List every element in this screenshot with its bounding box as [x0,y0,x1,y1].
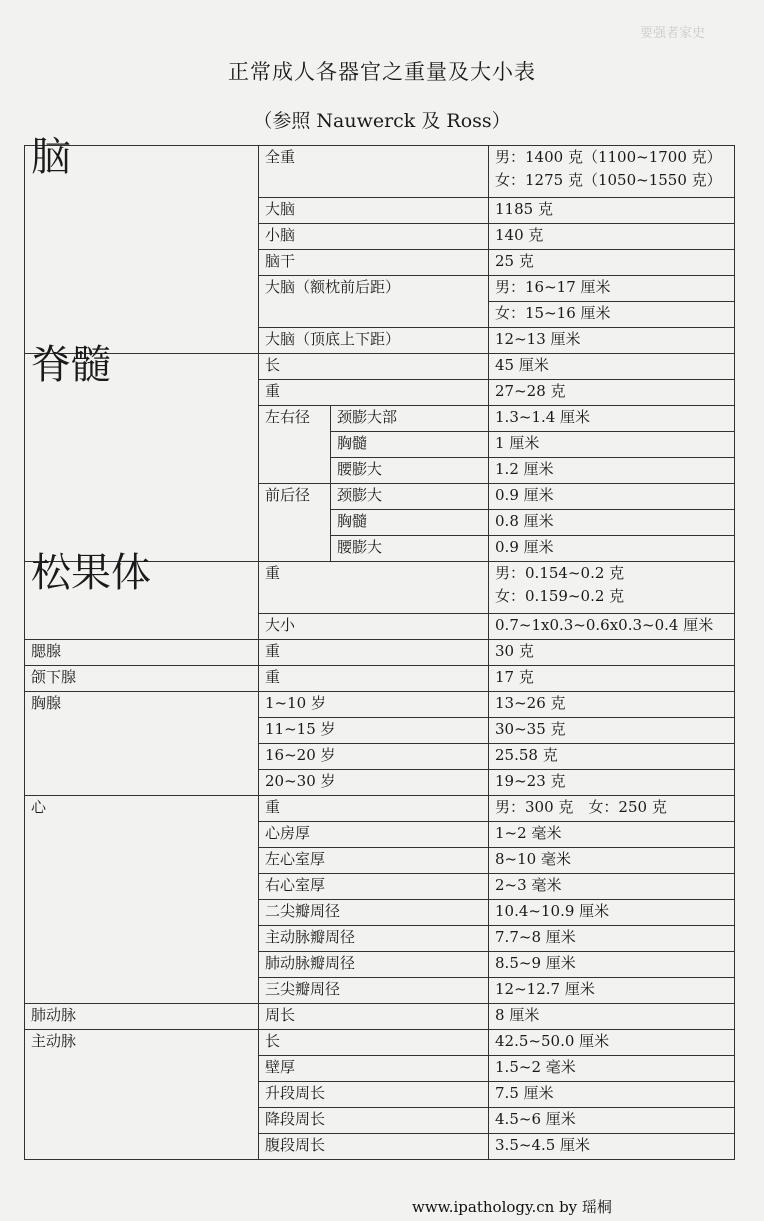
organ-cell: 颌下腺 [25,666,259,692]
item-cell: 右心室厚 [259,874,489,900]
item-cell: 16~20 岁 [259,744,489,770]
value-line: 女：0.159~0.2 克 [495,587,625,605]
sub-item-cell: 胸髓 [331,510,489,536]
value-cell: 140 克 [489,224,735,250]
organ-cell: 脑 [25,146,259,354]
value-line: 男：0.154~0.2 克 [495,564,625,582]
value-cell: 25.58 克 [489,744,735,770]
value-cell: 25 克 [489,250,735,276]
item-cell: 1~10 岁 [259,692,489,718]
value-cell: 0.8 厘米 [489,510,735,536]
item-cell: 重 [259,666,489,692]
item-cell: 二尖瓣周径 [259,900,489,926]
value-cell: 10.4~10.9 厘米 [489,900,735,926]
sub-item-cell: 颈膨大部 [331,406,489,432]
value-cell: 27~28 克 [489,380,735,406]
value-cell: 7.5 厘米 [489,1082,735,1108]
value-cell: 1.3~1.4 厘米 [489,406,735,432]
value-cell: 2~3 毫米 [489,874,735,900]
value-cell: 女：15~16 厘米 [489,302,735,328]
page-subtitle: （参照 Nauwerck 及 Ross） [253,110,511,132]
value-cell: 男：300 克 女：250 克 [489,796,735,822]
table-row [25,562,735,614]
item-cell: 壁厚 [259,1056,489,1082]
item-cell: 周长 [259,1004,489,1030]
item-cell: 长 [259,1030,489,1056]
value-cell: 0.9 厘米 [489,484,735,510]
item-cell: 大脑 [259,198,489,224]
value-cell: 19~23 克 [489,770,735,796]
page-title: 正常成人各器官之重量及大小表 [228,60,536,84]
sub-item-cell: 颈膨大 [331,484,489,510]
item-cell: 重 [259,796,489,822]
item-cell: 全重 [259,146,489,198]
item-cell: 主动脉瓣周径 [259,926,489,952]
item-cell: 大小 [259,614,489,640]
value-cell [489,562,735,614]
value-cell: 1185 克 [489,198,735,224]
value-cell: 12~12.7 厘米 [489,978,735,1004]
table-row [25,354,735,380]
item-cell: 11~15 岁 [259,718,489,744]
item-cell: 前后径 [259,484,331,562]
value-cell: 13~26 克 [489,692,735,718]
value-cell: 8.5~9 厘米 [489,952,735,978]
item-cell: 大脑（顶底上下距） [259,328,489,354]
item-cell: 重 [259,640,489,666]
value-cell: 8~10 毫米 [489,848,735,874]
value-cell: 45 厘米 [489,354,735,380]
value-cell: 30~35 克 [489,718,735,744]
item-cell: 心房厚 [259,822,489,848]
item-cell: 20~30 岁 [259,770,489,796]
value-cell: 0.9 厘米 [489,536,735,562]
table-row [25,640,735,666]
value-cell: 1.5~2 毫米 [489,1056,735,1082]
value-cell: 4.5~6 厘米 [489,1108,735,1134]
item-cell: 长 [259,354,489,380]
item-cell: 左心室厚 [259,848,489,874]
item-cell: 三尖瓣周径 [259,978,489,1004]
value-cell: 1.2 厘米 [489,458,735,484]
item-cell: 降段周长 [259,1108,489,1134]
organ-cell: 脊髓 [25,354,259,562]
item-cell: 腹段周长 [259,1134,489,1160]
organ-table [24,134,735,1160]
item-cell: 重 [259,380,489,406]
table-row [25,666,735,692]
value-cell: 1 厘米 [489,432,735,458]
table-row [25,1030,735,1056]
organ-cell: 肺动脉 [25,1004,259,1030]
sub-item-cell: 胸髓 [331,432,489,458]
value-cell: 7.7~8 厘米 [489,926,735,952]
item-cell: 脑干 [259,250,489,276]
sub-item-cell: 腰膨大 [331,536,489,562]
organ-cell: 胸腺 [25,692,259,796]
value-cell: 8 厘米 [489,1004,735,1030]
item-cell: 大脑（额枕前后距） [259,276,489,328]
table-row [25,796,735,822]
value-cell: 42.5~50.0 厘米 [489,1030,735,1056]
bleed-through-text: 要强者家史 [640,26,706,41]
value-cell: 12~13 厘米 [489,328,735,354]
table-row [25,1004,735,1030]
organ-cell: 腮腺 [25,640,259,666]
organ-cell: 心 [25,796,259,1004]
item-cell: 肺动脉瓣周径 [259,952,489,978]
table-row [25,692,735,718]
item-cell: 小脑 [259,224,489,250]
value-cell: 0.7~1x0.3~0.6x0.3~0.4 厘米 [489,614,735,640]
organ-cell: 松果体 [25,562,259,640]
sub-item-cell: 腰膨大 [331,458,489,484]
table-row [25,146,735,198]
value-cell: 1~2 毫米 [489,822,735,848]
watermark-text: www.ipathology.cn by 瑶桐 [412,1198,612,1216]
value-cell: 30 克 [489,640,735,666]
organ-cell: 主动脉 [25,1030,259,1160]
value-line: 男：1400 克（1100~1700 克） [495,148,722,166]
item-cell: 重 [259,562,489,614]
value-cell [489,146,735,198]
value-line: 女：1275 克（1050~1550 克） [495,171,722,189]
value-cell: 男：16~17 厘米 [489,276,735,302]
value-cell: 3.5~4.5 厘米 [489,1134,735,1160]
item-cell: 升段周长 [259,1082,489,1108]
value-cell: 17 克 [489,666,735,692]
item-cell: 左右径 [259,406,331,484]
